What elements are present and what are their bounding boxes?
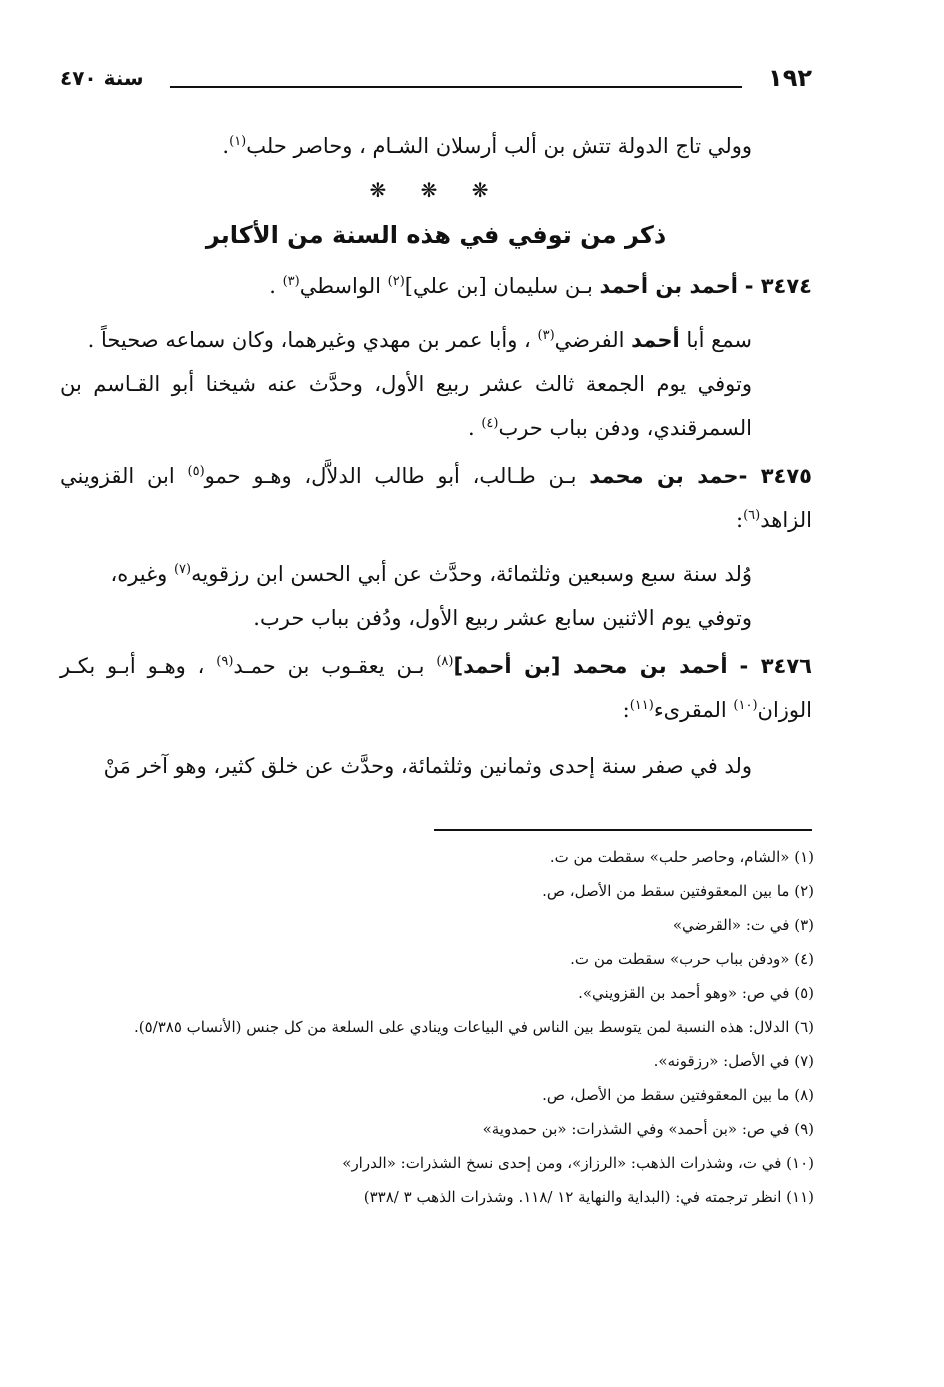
main-text [60, 124, 812, 788]
footnote: (٥) في ص: «وهو أحمد بن القزويني». [578, 984, 814, 1002]
footnote-ref: (٨) [436, 654, 454, 669]
entry-paragraph: وتوفي يوم الجمعة ثالث عشر ربيع الأول، وحدَّث عنه شيخنا أبو القـاسم بن السمرقندي، ودفن بباب حرب$^{(٤)}$ . [60, 372, 752, 440]
footnote-ref: (٥) [187, 464, 205, 479]
footnote: (١٠) في ت، وشذرات الذهب: «الرزاز»، ومن إحدى نسخ الشذرات: «الدرار» [342, 1154, 814, 1172]
entry-number: ٣٤٧٤ - [744, 274, 812, 298]
section-separator: ❋ ❋ ❋ [369, 178, 503, 202]
footnotes [60, 840, 814, 1214]
entry-heading: ٣٤٧٦ - أحمد بن محمد [بن أحمد]$^{(٨)}$ بـن يعقـوب بن حمـد$^{(٩)}$ ، وهـو أبـو بكـر الوزان$^{(١٠)}$ المقرىء$^{(١١)}$: [60, 654, 812, 722]
footnote-ref: (١) [229, 134, 247, 149]
footnote: (١) «الشام، وحاصر حلب» سقطت من ت. [549, 848, 814, 866]
entry-number: ٣٤٧٥ - [738, 464, 812, 488]
entry-paragraph: وُلد سنة سبع وسبعين وثلثمائة، وحدَّث عن أبي الحسن ابن رزقويه$^{(٧)}$ وغيره، [110, 562, 752, 586]
footnote-ref: (٢) [387, 274, 405, 289]
section-heading: ذكر من توفي في هذه السنة من الأكابر [205, 221, 667, 249]
footnote: (٨) ما بين المعقوفتين سقط من الأصل، ص. [542, 1086, 814, 1104]
footnote-ref: (٣) [537, 328, 555, 343]
year-label: سنة ٤٧٠ [60, 66, 144, 90]
entry-name: أحمد بن محمد [بن أحمد] [453, 654, 728, 678]
entry-paragraph: وتوفي يوم الاثنين سابع عشر ربيع الأول، ودُفن بباب حرب. [253, 606, 752, 630]
footnote: (٢) ما بين المعقوفتين سقط من الأصل، ص. [542, 882, 814, 900]
footnote: (١١) انظر ترجمته في: (البداية والنهاية ١٢ /١١٨. وشذرات الذهب ٣ /٣٣٨) [363, 1188, 814, 1206]
footnote-ref: (١٠) [733, 698, 758, 713]
footnote-ref: (٣) [282, 274, 300, 289]
page-number: ١٩٢ [768, 64, 812, 92]
running-header [60, 62, 812, 98]
footnote-ref: (٤) [481, 416, 499, 431]
entry-name: أحمد بن أحمد [599, 274, 738, 298]
footnote: (٧) في الأصل: «رزقونه». [653, 1052, 814, 1070]
footnote: (٣) في ت: «القرضي» [672, 916, 814, 934]
entry-heading: ٣٤٧٥ -حمد بن محمد بـن طـالب، أبو طالب الدلاَّل، وهـو حمو$^{(٥)}$ ابن القزويني الزاهد$^{(٦)}$: [60, 464, 812, 532]
intro-paragraph: وولي تاج الدولة تتش بن ألب أرسلان الشـام ، وحاصر حلب$^{(١)}$. [222, 134, 752, 158]
footnote-ref: (٧) [173, 562, 192, 577]
entry-name: حمد بن محمد [589, 464, 739, 488]
entry-paragraph: سمع أبا أحمد الفرضي$^{(٣)}$ ، وأبا عمر بن مهدي وغيرهما، وكان سماعه صحيحاً . [87, 328, 752, 352]
footnote: (٦) الدلال: هذه النسبة لمن يتوسط بين الناس في البياعات وينادي على السلعة من كل جنس (الأنساب ٥/٣٨٥). [134, 1018, 814, 1036]
footnote-ref: (٩) [216, 654, 234, 669]
header-rule [170, 86, 742, 88]
entry-paragraph: ولد في صفر سنة إحدى وثمانين وثلثمائة، وحدَّث عن خلق كثير، وهو آخر مَنْ [103, 754, 752, 778]
footnote-ref: (٦) [743, 508, 761, 523]
entry-number: ٣٤٧٦ - [739, 654, 812, 678]
footnote-ref: (١١) [629, 698, 654, 713]
footnote-separator [434, 829, 812, 831]
entry-heading: ٣٤٧٤ - أحمد بن أحمد بـن سليمان [بن علي]$^{(٢)}$ الواسطي$^{(٣)}$ . [269, 274, 812, 298]
footnote: (٩) في ص: «بن أحمد» وفي الشذرات: «بن حمدوية» [482, 1120, 814, 1138]
footnote: (٤) «ودفن بباب حرب» سقطت من ت. [570, 950, 814, 968]
